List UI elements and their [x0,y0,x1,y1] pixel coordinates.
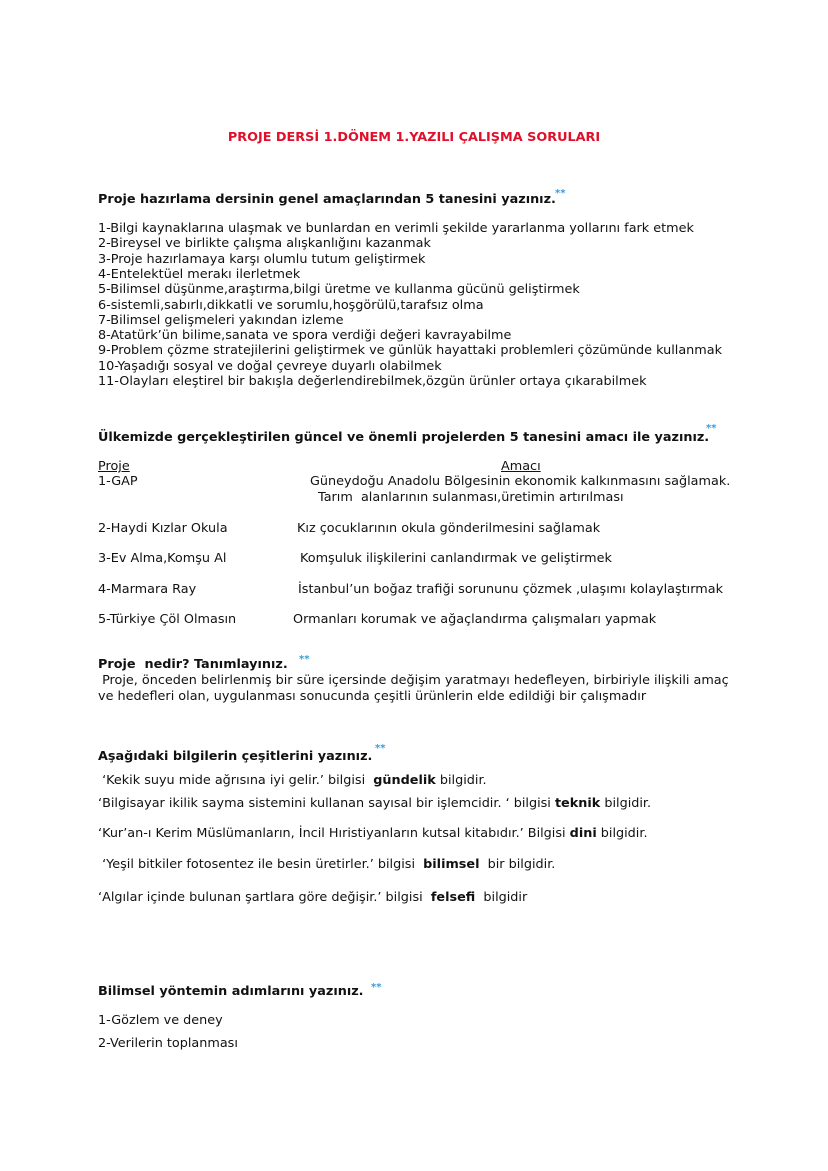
statement-text: bir bilgidir. [479,857,556,872]
project-name: 3-Ev Alma,Komşu Al [98,551,227,566]
list-item: 1-Gözlem ve deney [98,1013,223,1028]
stars-mark: ** [555,188,566,199]
list-item: 3-Proje hazırlamaya karşı olumlu tutum geliştirmek [98,251,426,267]
knowledge-type: teknik [554,796,601,811]
knowledge-statement [98,773,487,788]
project-name: 2-Haydi Kızlar Okula [98,521,228,536]
list-item: 1-Bilgi kaynaklarına ulaşmak ve bunlardan en verimli şekilde yararlanma yollarını fark etmek [98,221,694,236]
knowledge-type: felsefi [430,890,476,905]
question-2-heading: Ülkemizde gerçekleştirilen güncel ve önemli projelerden 5 tanesini amacı ile yazınız. [98,430,710,445]
project-purpose: Tarım alanlarının sulanması,üretimin artırılması [318,490,624,505]
statement-text: ‘Kur’an-ı Kerim Müslümanların, İncil Hıristiyanların kutsal kitabıdır.’ Bilgisi [98,826,570,841]
project-purpose: Güneydoğu Anadolu Bölgesinin ekonomik kalkınmasını sağlamak. [310,474,731,489]
knowledge-type: dini [569,826,597,841]
statement-text: ‘Kekik suyu mide ağrısına iyi gelir.’ bilgisi [98,773,374,788]
statement-text: bilgidir. [435,773,487,788]
statement-text: ‘Algılar içinde bulunan şartlara göre değişir.’ bilgisi [98,890,431,905]
statement-text: ‘Bilgisayar ikilik sayma sistemini kullanan sayısal bir işlemcidir. ‘ bilgisi [98,796,555,811]
statement-text: ‘Yeşil bitkiler fotosentez ile besin üretirler.’ bilgisi [98,857,424,872]
knowledge-type: bilimsel [423,857,480,872]
list-item: 9-Problem çözme stratejilerini geliştirmek ve günlük hayattaki problemleri çözümünde kullanmak [98,343,722,359]
question-1-heading: Proje hazırlama dersinin genel amaçlarından 5 tanesini yazınız. [98,192,556,207]
statement-text: bilgidir. [600,796,652,811]
list-item: 6-sistemli,sabırlı,dikkatli ve sorumlu,hoşgörülü,tarafsız olma [98,297,484,313]
knowledge-statement [98,826,648,841]
question-5-heading: Bilimsel yöntemin adımlarını yazınız. [98,984,364,999]
definition-text: ve hedefleri olan, uygulanması sonucunda çeşitli ürünlerin elde edildiği bir çalışmadır [98,689,647,704]
project-name: 1-GAP [98,474,138,489]
list-item: 8-Atatürk’ün bilime,sanata ve spora verdiği değeri kavrayabilme [98,328,512,344]
statement-text: bilgidir [475,890,528,905]
knowledge-statement [98,890,527,905]
question-3-heading: Proje nedir? Tanımlayınız. [98,657,288,672]
stars-mark: ** [371,982,382,993]
project-purpose: Kız çocuklarının okula gönderilmesini sağlamak [297,521,601,536]
statement-text: bilgidir. [596,826,648,841]
knowledge-statement [98,796,651,811]
definition-text: Proje, önceden belirlenmiş bir süre içersinde değişim yaratmayı hedefleyen, birbiriyle ilişkili amaç [98,673,729,688]
list-item: 7-Bilimsel gelişmeleri yakından izleme [98,312,344,328]
project-name: 4-Marmara Ray [98,582,197,597]
knowledge-statement [98,857,555,872]
list-item: 11-Olayları eleştirel bir bakışla değerlendirebilmek,özgün ürünler ortaya çıkarabilmek [98,374,647,389]
list-item: 2-Bireysel ve birlikte çalışma alışkanlığını kazanmak [98,236,431,252]
knowledge-type: gündelik [373,773,436,788]
project-purpose: Ormanları korumak ve ağaçlandırma çalışmaları yapmak [293,612,657,627]
column-header-project: Proje [98,459,130,474]
stars-mark: ** [706,423,717,434]
stars-mark: ** [375,743,386,754]
project-purpose: Komşuluk ilişkilerini canlandırmak ve geliştirmek [300,551,612,566]
list-item: 4-Entelektüel merakı ilerletmek [98,266,301,282]
stars-mark: ** [299,654,310,665]
column-header-purpose: Amacı [501,459,541,474]
list-item: 2-Verilerin toplanması [98,1036,238,1051]
document-title: PROJE DERSİ 1.DÖNEM 1.YAZILI ÇALIŞMA SORULARI [227,130,601,145]
question-4-heading: Aşağıdaki bilgilerin çeşitlerini yazınız. [98,749,373,764]
project-name: 5-Türkiye Çöl Olmasın [98,612,237,627]
project-purpose: İstanbul’un boğaz trafiği sorununu çözmek ,ulaşımı kolaylaştırmak [298,582,723,597]
list-item: 5-Bilimsel düşünme,araştırma,bilgi üretme ve kullanma gücünü geliştirmek [98,282,580,298]
list-item: 10-Yaşadığı sosyal ve doğal çevreye duyarlı olabilmek [98,358,442,374]
